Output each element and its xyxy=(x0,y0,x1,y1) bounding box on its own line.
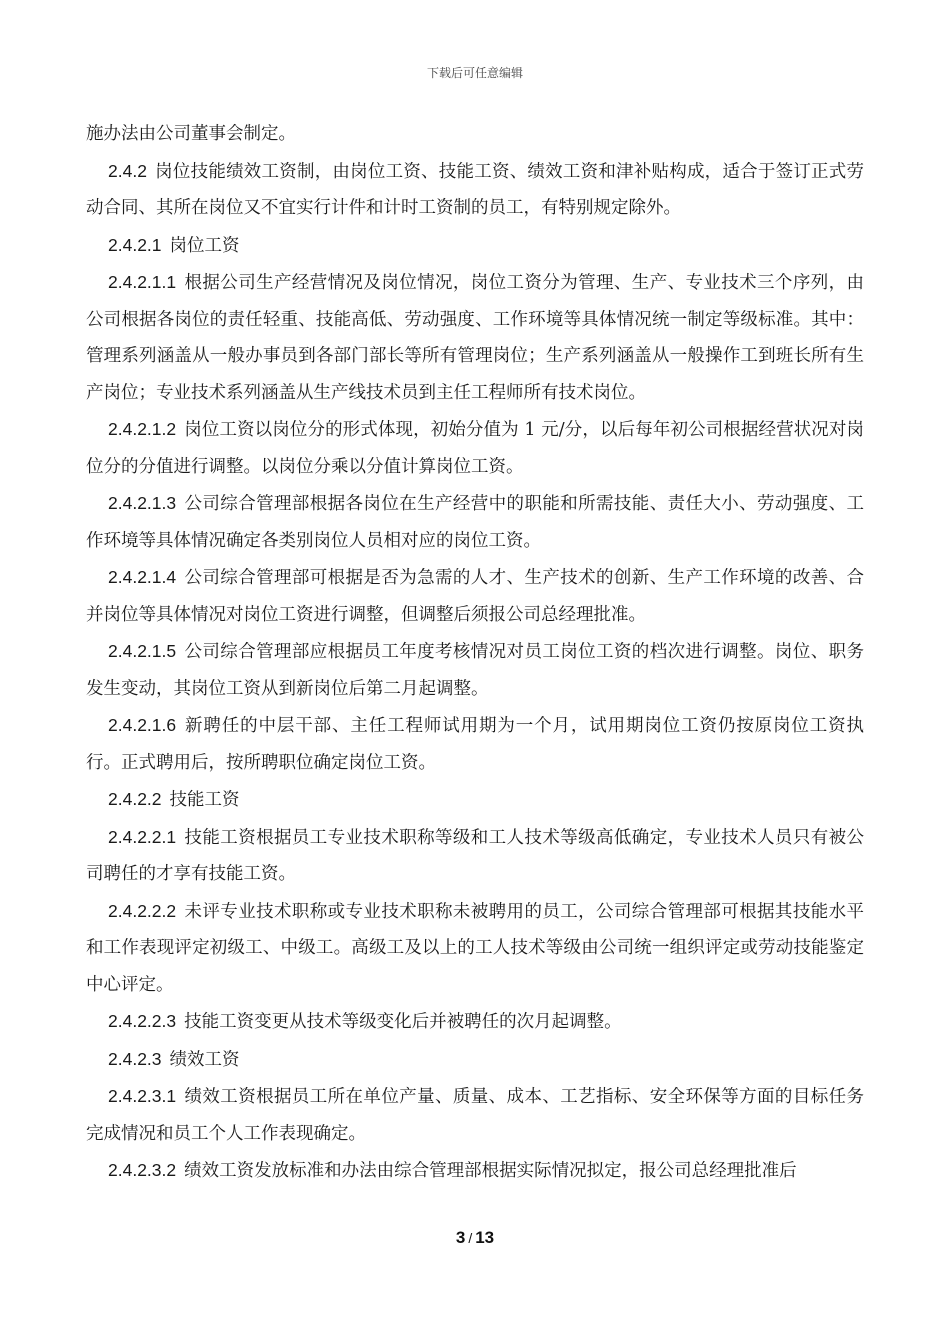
paragraph-text: 技能工资根据员工专业技术职称等级和工人技术等级高低确定，专业技术人员只有被公司聘任的才享有技能工资。 xyxy=(86,827,864,884)
paragraph xyxy=(86,1078,864,1152)
section-number: 2.4.2.3.2 xyxy=(108,1160,177,1180)
page-total: 13 xyxy=(475,1228,495,1247)
page-separator: / xyxy=(468,1230,473,1246)
paragraph xyxy=(86,153,864,227)
paragraph xyxy=(86,411,864,485)
section-number: 2.4.2.1.2 xyxy=(108,419,177,439)
section-number: 2.4.2.2.3 xyxy=(108,1011,177,1031)
paragraph xyxy=(86,819,864,893)
section-number: 2.4.2.2 xyxy=(108,789,162,809)
paragraph xyxy=(86,559,864,633)
section-number: 2.4.2.1 xyxy=(108,234,162,255)
paragraph xyxy=(86,707,864,781)
section-number: 2.4.2 xyxy=(108,160,147,181)
section-number: 2.4.2.1.5 xyxy=(108,641,177,661)
paragraph-text: 技能工资 xyxy=(169,790,240,810)
paragraph xyxy=(86,227,864,265)
page-current: 3 xyxy=(455,1228,466,1247)
paragraph xyxy=(86,485,864,559)
page-number xyxy=(0,1228,950,1248)
paragraph-text: 绩效工资发放标准和办法由综合管理部根据实际情况拟定，报公司总经理批准后 xyxy=(184,1161,797,1181)
paragraph-text: 岗位工资以岗位分的形式体现，初始分值为 1 元/分，以后每年初公司根据经营状况对岗位分的分值进行调整。以岗位分乘以分值计算岗位工资。 xyxy=(86,420,864,477)
paragraph-text: 施办法由公司董事会制定。 xyxy=(86,124,296,144)
paragraph xyxy=(86,633,864,707)
paragraph xyxy=(86,116,864,153)
paragraph-text: 新聘任的中层干部、主任工程师试用期为一个月，试用期岗位工资仍按原岗位工资执行。正式聘用后，按所聘职位确定岗位工资。 xyxy=(86,716,864,773)
section-number: 2.4.2.1.3 xyxy=(108,493,177,513)
section-number: 2.4.2.1.1 xyxy=(108,272,177,292)
paragraph xyxy=(86,1152,864,1190)
paragraph-text: 岗位工资 xyxy=(169,235,240,256)
paragraph xyxy=(86,781,864,819)
paragraph-text: 公司综合管理部可根据是否为急需的人才、生产技术的创新、生产工作环境的改善、合并岗位等具体情况对岗位工资进行调整，但调整后须报公司总经理批准。 xyxy=(86,568,864,625)
paragraph xyxy=(86,1003,864,1041)
section-number: 2.4.2.1.6 xyxy=(108,715,177,735)
paragraph-text: 公司综合管理部根据各岗位在生产经营中的职能和所需技能、责任大小、劳动强度、工作环境等具体情况确定各类别岗位人员相对应的岗位工资。 xyxy=(86,494,864,551)
section-number: 2.4.2.2.2 xyxy=(108,900,177,921)
paragraph-text: 未评专业技术职称或专业技术职称未被聘用的员工，公司综合管理部可根据其技能水平和工作表现评定初级工、中级工。高级工及以上的工人技术等级由公司统一组织评定或劳动技能鉴定中心评定。 xyxy=(86,901,864,995)
paragraph xyxy=(86,893,864,1004)
paragraph xyxy=(86,1041,864,1079)
section-number: 2.4.2.3 xyxy=(108,1048,162,1069)
document-body xyxy=(86,116,864,1190)
paragraph-text: 公司综合管理部应根据员工年度考核情况对员工岗位工资的档次进行调整。岗位、职务发生变动，其岗位工资从到新岗位后第二月起调整。 xyxy=(86,642,864,699)
paragraph xyxy=(86,264,864,411)
section-number: 2.4.2.1.4 xyxy=(108,567,177,587)
paragraph-text: 根据公司生产经营情况及岗位情况，岗位工资分为管理、生产、专业技术三个序列，由公司根据各岗位的责任轻重、技能高低、劳动强度、工作环境等具体情况统一制定等级标准。其中：管理系列涵盖从一般办事员到各部门部长等所有管理岗位；生产系列涵盖从一般操作工到班长所有生产岗位；专业技术系列涵盖从生产线技术员到主任工程师所有技术岗位。 xyxy=(86,273,864,403)
paragraph-text: 岗位技能绩效工资制，由岗位工资、技能工资、绩效工资和津补贴构成，适合于签订正式劳动合同、其所在岗位又不宜实行计件和计时工资制的员工，有特别规定除外。 xyxy=(86,161,864,218)
section-number: 2.4.2.2.1 xyxy=(108,826,177,847)
section-number: 2.4.2.3.1 xyxy=(108,1086,177,1106)
paragraph-text: 绩效工资 xyxy=(169,1049,240,1070)
paragraph-text: 绩效工资根据员工所在单位产量、质量、成本、工艺指标、安全环保等方面的目标任务完成情况和员工个人工作表现确定。 xyxy=(86,1087,864,1144)
page-header-note: 下载后可任意编辑 xyxy=(426,66,523,80)
paragraph-text: 技能工资变更从技术等级变化后并被聘任的次月起调整。 xyxy=(184,1012,622,1032)
